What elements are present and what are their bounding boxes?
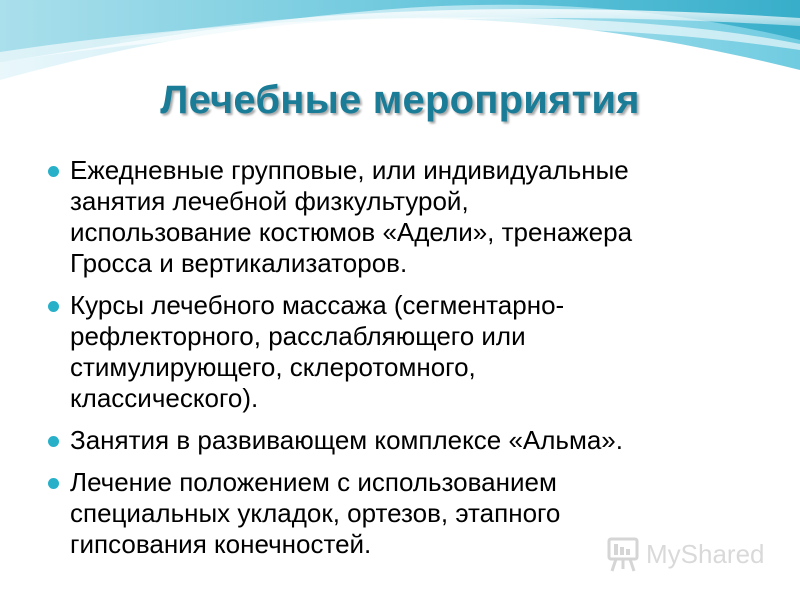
bullet-text: Курсы лечебного массажа (сегментарно- рефлекторного, расслабляющего или стимулирующего, склеротомного, классического). xyxy=(70,290,565,413)
watermark xyxy=(606,535,776,575)
bullet-dot-icon xyxy=(48,301,59,312)
bullet-list xyxy=(48,155,748,571)
bullet-text: Лечение положением с использованием специальных укладок, ортезов, этапного гипсования конечностей. xyxy=(70,467,561,559)
bullet-item xyxy=(48,290,748,414)
bullet-dot-icon xyxy=(48,166,59,177)
slide-title: Лечебные мероприятия xyxy=(160,78,640,122)
bullet-dot-icon xyxy=(48,436,59,447)
bullet-item xyxy=(48,425,748,456)
bullet-item xyxy=(48,155,748,279)
bullet-text: Занятия в развивающем комплексе «Альма». xyxy=(70,425,623,455)
bullet-text: Ежедневные групповые, или индивидуальные занятия лечебной физкультурой, использование костюмов «Адели», тренажера Гросса и вертикализаторов. xyxy=(70,155,633,278)
presentation-board-icon xyxy=(606,535,642,573)
bullet-dot-icon xyxy=(48,478,59,489)
watermark-label: MyShared xyxy=(646,539,765,569)
